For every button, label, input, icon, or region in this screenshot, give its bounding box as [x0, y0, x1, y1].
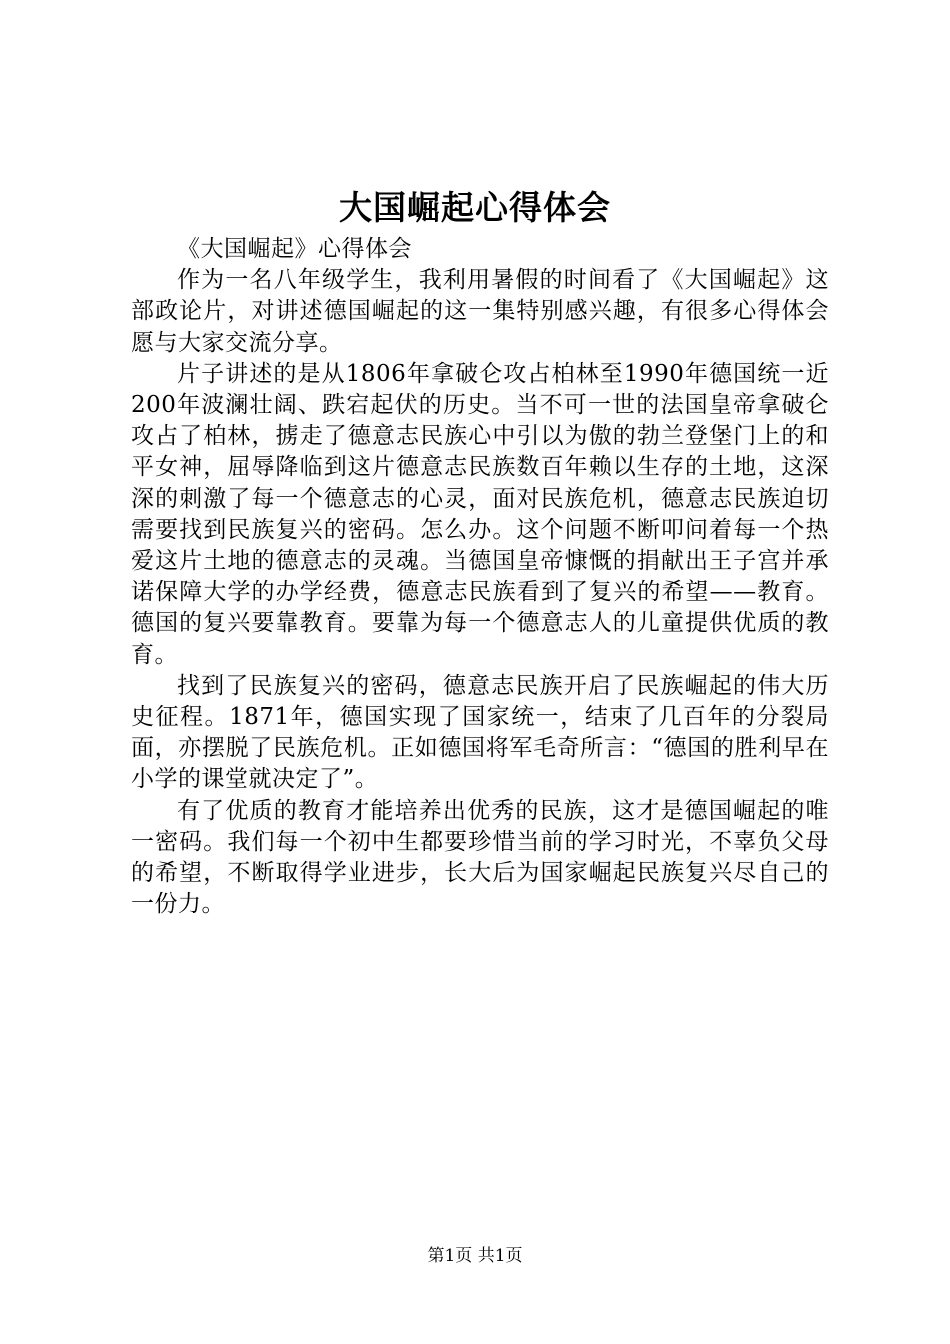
- paragraph-2: 片子讲述的是从1806年拿破仑攻占柏林至1990年德国统一近200年波澜壮阔、跌宕起伏的历史。当不可一世的法国皇帝拿破仑攻占了柏林，掳走了德意志民族心中引以为傲的勃兰登堡门上的和平女神，屈辱降临到这片德意志民族数百年赖以生存的土地，这深深的刺激了每一个德意志的心灵，面对民族危机，德意志民族迫切需要找到民族复兴的密码。怎么办。这个问题不断叩问着每一个热爱这片土地的德意志的灵魂。当德国皇帝慷慨的捐献出王子宫并承诺保障大学的办学经费，德意志民族看到了复兴的希望——教育。德国的复兴要靠教育。要靠为每一个德意志人的儿童提供优质的教育。: [131, 360, 829, 668]
- document-subtitle: 《大国崛起》心得体会: [177, 236, 412, 262]
- paragraph-1: 作为一名八年级学生，我利用暑假的时间看了《大国崛起》这部政论片，对讲述德国崛起的这一集特别感兴趣，有很多心得体会愿与大家交流分享。: [131, 267, 829, 356]
- document-body: [131, 234, 829, 920]
- paragraph-3: 找到了民族复兴的密码，德意志民族开启了民族崛起的伟大历史征程。1871年，德国实现了国家统一，结束了几百年的分裂局面，亦摆脱了民族危机。正如德国将军毛奇所言：“德国的胜利早在小学的课堂就决定了”。: [131, 672, 829, 793]
- paragraph-4: 有了优质的教育才能培养出优秀的民族，这才是德国崛起的唯一密码。我们每一个初中生都要珍惜当前的学习时光，不辜负父母的希望，不断取得学业进步，长大后为国家崛起民族复兴尽自己的一份力。: [131, 797, 829, 918]
- page-footer: 第1页 共1页: [427, 1246, 523, 1266]
- document-title: 大国崛起心得体会: [339, 188, 611, 227]
